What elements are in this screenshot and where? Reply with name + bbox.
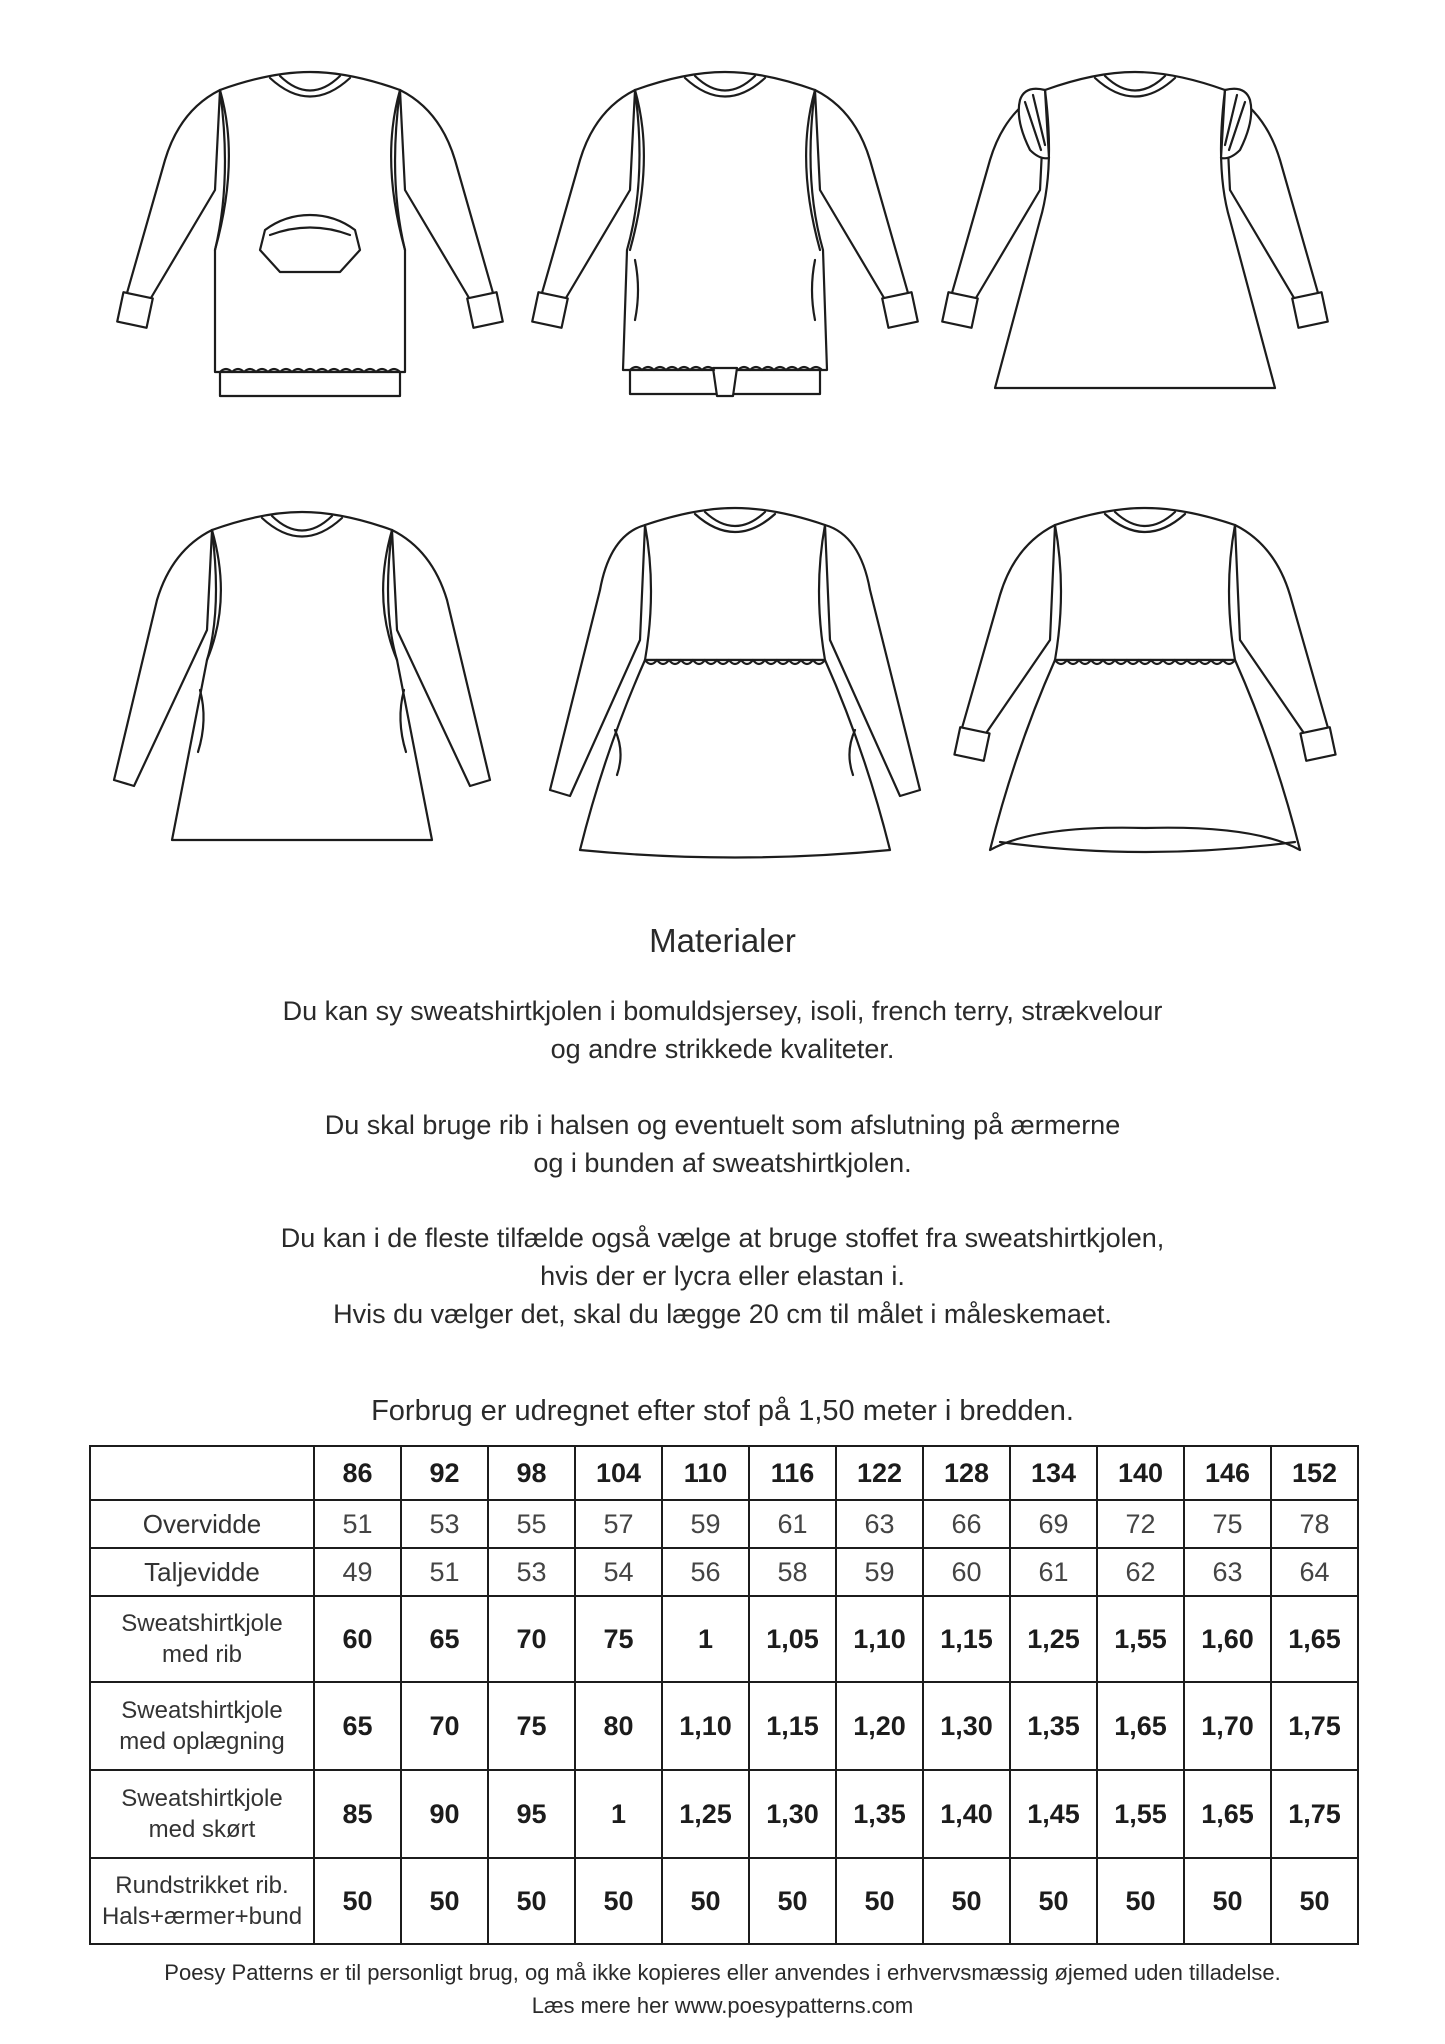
table-cell: 49 [314,1548,401,1596]
table-cell: 61 [749,1500,836,1548]
size-header: 134 [1010,1446,1097,1500]
row-label [90,1770,314,1858]
table-cell: 55 [488,1500,575,1548]
table-cell: 70 [401,1682,488,1770]
table-cell: 78 [1271,1500,1358,1548]
table-cell: 1,70 [1184,1682,1271,1770]
table-cell: 50 [1184,1858,1271,1944]
table-cell: 1,55 [1097,1770,1184,1858]
table-cell: 1 [662,1596,749,1682]
table-cell: 59 [836,1548,923,1596]
table-cell: 51 [401,1548,488,1596]
text-line: Du kan sy sweatshirtkjolen i bomuldsjersey, isoli, french terry, strækvelour [282,996,1163,1026]
table-cell: 1,65 [1097,1682,1184,1770]
dress-gathered-skirt-high-low-hem-illustration [955,490,1335,870]
row-label [90,1858,314,1944]
size-header: 110 [662,1446,749,1500]
table-cell: 50 [749,1858,836,1944]
table-cell: 56 [662,1548,749,1596]
table-cell: 1,40 [923,1770,1010,1858]
size-header: 104 [575,1446,662,1500]
table-cell: 1,45 [1010,1770,1097,1858]
materials-paragraph-1 [140,992,1305,1068]
row-label-line: med rib [161,1641,243,1668]
table-row-overvidde [90,1500,1358,1548]
materials-paragraph-2 [140,1106,1305,1182]
table-cell: 1,15 [749,1682,836,1770]
table-row-sweatshirtkjole-med-rib [90,1596,1358,1682]
copyright-notice: Poesy Patterns er til personligt brug, og må ikke kopieres eller anvendes i erhvervsmæssig øjemed uden tilladelse. [164,1960,1281,1985]
size-header: 146 [1184,1446,1271,1500]
row-label-line: Sweatshirtkjole [121,1610,283,1637]
table-cell: 60 [314,1596,401,1682]
table-cell: 50 [1010,1858,1097,1944]
table-cell: 50 [575,1858,662,1944]
table-cell: 1,15 [923,1596,1010,1682]
dress-puff-sleeves-gathered-skirt-illustration [545,490,925,870]
dress-side-pockets-bow-hem-illustration [535,50,915,400]
row-label [90,1682,314,1770]
dress-kangaroo-pocket-rib-hem-illustration [120,50,500,400]
table-cell: 1,75 [1271,1770,1358,1858]
size-header: 98 [488,1446,575,1500]
table-cell: 1,65 [1184,1770,1271,1858]
text-line: Hvis du vælger det, skal du lægge 20 cm til målet i måleskemaet. [333,1299,1112,1329]
table-cell: 60 [923,1548,1010,1596]
table-cell: 50 [923,1858,1010,1944]
table-cell: 1,65 [1271,1596,1358,1682]
table-cell: 80 [575,1682,662,1770]
table-cell: 59 [662,1500,749,1548]
size-header: 122 [836,1446,923,1500]
table-cell: 50 [488,1858,575,1944]
size-header: 92 [401,1446,488,1500]
fabric-width-note: Forbrug er udregnet efter stof på 1,50 meter i bredden. [371,1395,1074,1427]
table-cell: 50 [401,1858,488,1944]
text-line: hvis der er lycra eller elastan i. [540,1261,905,1291]
row-label-line: Hals+ærmer+bund [101,1903,303,1930]
size-header: 152 [1271,1446,1358,1500]
table-cell: 1,60 [1184,1596,1271,1682]
table-cell: 85 [314,1770,401,1858]
materials-paragraph-3 [140,1219,1305,1333]
table-cell: 1,20 [836,1682,923,1770]
text-line: og i bunden af sweatshirtkjolen. [533,1148,912,1178]
table-cell: 50 [1271,1858,1358,1944]
table-cell: 53 [488,1548,575,1596]
size-header: 116 [749,1446,836,1500]
table-cell: 65 [314,1682,401,1770]
row-label: Taljevidde [90,1548,314,1596]
table-cell: 1,30 [749,1770,836,1858]
table-cell: 61 [1010,1548,1097,1596]
row-label-line: Rundstrikket rib. [115,1872,289,1899]
table-cell: 54 [575,1548,662,1596]
table-cell: 95 [488,1770,575,1858]
table-cell: 62 [1097,1548,1184,1596]
materials-title: Materialer [649,922,796,959]
table-row-taljevidde [90,1548,1358,1596]
row-label-line: med skørt [148,1816,256,1843]
size-header: 140 [1097,1446,1184,1500]
size-header: 86 [314,1446,401,1500]
table-cell: 90 [401,1770,488,1858]
text-line: og andre strikkede kvaliteter. [550,1034,895,1064]
table-cell: 65 [401,1596,488,1682]
table-cell: 1,75 [1271,1682,1358,1770]
table-cell: 1 [575,1770,662,1858]
table-cell: 1,25 [1010,1596,1097,1682]
dress-a-line-side-pockets-illustration [112,490,492,850]
table-cell: 75 [488,1682,575,1770]
row-label-line: Sweatshirtkjole [121,1785,283,1812]
table-cell: 63 [836,1500,923,1548]
table-row-rundstrikket-rib [90,1858,1358,1944]
table-cell: 1,30 [923,1682,1010,1770]
fabric-consumption-table [89,1445,1359,1945]
size-header: 128 [923,1446,1010,1500]
table-cell: 1,10 [662,1682,749,1770]
table-cell: 1,35 [1010,1682,1097,1770]
row-label [90,1596,314,1682]
size-header-row [90,1446,1358,1500]
table-corner-cell [90,1446,314,1500]
table-cell: 1,10 [836,1596,923,1682]
table-cell: 50 [314,1858,401,1944]
table-cell: 53 [401,1500,488,1548]
table-cell: 1,55 [1097,1596,1184,1682]
table-cell: 64 [1271,1548,1358,1596]
table-cell: 58 [749,1548,836,1596]
table-row-sweatshirtkjole-med-oplaegning [90,1682,1358,1770]
table-cell: 75 [575,1596,662,1682]
table-cell: 1,05 [749,1596,836,1682]
table-cell: 63 [1184,1548,1271,1596]
table-cell: 75 [1184,1500,1271,1548]
row-label: Overvidde [90,1500,314,1548]
table-cell: 72 [1097,1500,1184,1548]
dress-ruffle-sleeves-a-line-illustration [945,50,1325,400]
row-label-line: med oplægning [119,1728,285,1755]
row-label-line: Sweatshirtkjole [121,1697,283,1724]
table-cell: 50 [662,1858,749,1944]
table-cell: 51 [314,1500,401,1548]
table-cell: 1,35 [836,1770,923,1858]
copyright-footer [0,1956,1445,2022]
table-cell: 57 [575,1500,662,1548]
text-line: Du skal bruge rib i halsen og eventuelt som afslutning på ærmerne [324,1110,1121,1140]
text-line: Du kan i de fleste tilfælde også vælge at bruge stoffet fra sweatshirtkjolen, [280,1223,1165,1253]
website-link[interactable]: Læs mere her www.poesypatterns.com [531,1993,914,2018]
table-row-sweatshirtkjole-med-skoert [90,1770,1358,1858]
table-cell: 70 [488,1596,575,1682]
table-cell: 69 [1010,1500,1097,1548]
table-cell: 50 [836,1858,923,1944]
table-cell: 66 [923,1500,1010,1548]
table-cell: 50 [1097,1858,1184,1944]
table-cell: 1,25 [662,1770,749,1858]
